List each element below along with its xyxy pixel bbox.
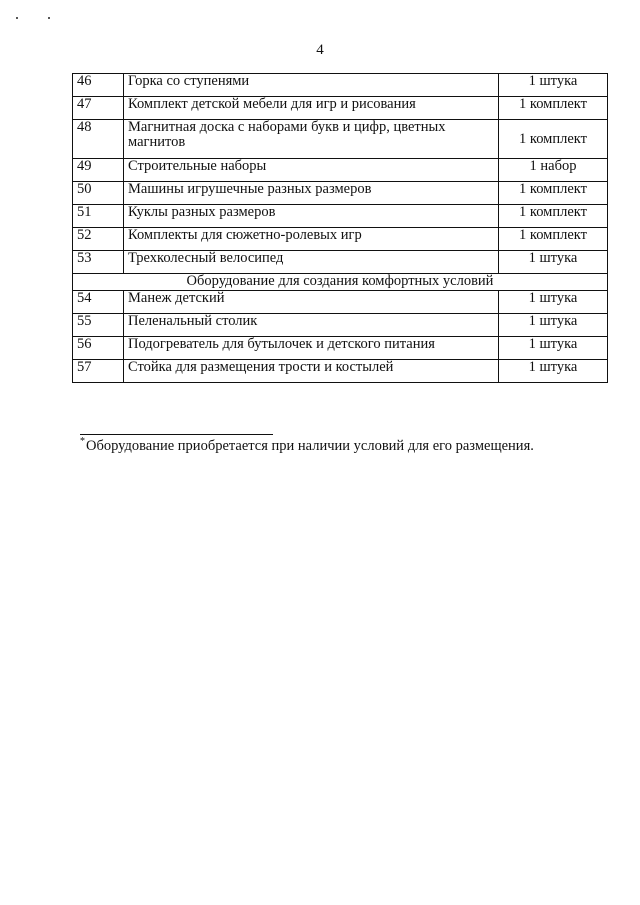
table-row bbox=[73, 205, 608, 228]
table-row bbox=[73, 74, 608, 97]
row-number: 46 bbox=[73, 74, 124, 97]
row-number: 56 bbox=[73, 337, 124, 360]
item-quantity: 1 комплект bbox=[499, 120, 608, 159]
row-number: 52 bbox=[73, 228, 124, 251]
row-number: 47 bbox=[73, 97, 124, 120]
row-number: 53 bbox=[73, 251, 124, 274]
table-row bbox=[73, 97, 608, 120]
item-quantity: 1 штука bbox=[499, 360, 608, 383]
item-name: Куклы разных размеров bbox=[124, 205, 499, 228]
item-name: Горка со ступенями bbox=[124, 74, 499, 97]
table-row bbox=[73, 120, 608, 159]
footnote-separator bbox=[80, 434, 273, 435]
row-number: 48 bbox=[73, 120, 124, 159]
table-row bbox=[73, 337, 608, 360]
item-quantity: 1 комплект bbox=[499, 205, 608, 228]
item-name: Комплект детской мебели для игр и рисования bbox=[124, 97, 499, 120]
scan-speck bbox=[16, 17, 18, 19]
item-quantity: 1 штука bbox=[499, 74, 608, 97]
item-quantity: 1 комплект bbox=[499, 97, 608, 120]
table-row bbox=[73, 360, 608, 383]
footnote-marker: * bbox=[80, 436, 85, 447]
item-name: Пеленальный столик bbox=[124, 314, 499, 337]
item-name: Подогреватель для бутылочек и детского питания bbox=[124, 337, 499, 360]
row-number: 55 bbox=[73, 314, 124, 337]
section-row bbox=[73, 274, 608, 291]
item-name: Трехколесный велосипед bbox=[124, 251, 499, 274]
table-row bbox=[73, 182, 608, 205]
item-quantity: 1 штука bbox=[499, 251, 608, 274]
item-name: Магнитная доска с наборами букв и цифр, цветных магнитов bbox=[124, 120, 499, 159]
row-number: 51 bbox=[73, 205, 124, 228]
scan-speck bbox=[48, 17, 50, 19]
item-quantity: 1 комплект bbox=[499, 228, 608, 251]
footnote-text: Оборудование приобретается при наличии условий для его размещения. bbox=[86, 438, 534, 454]
item-quantity: 1 штука bbox=[499, 314, 608, 337]
item-quantity: 1 штука bbox=[499, 337, 608, 360]
row-number: 49 bbox=[73, 159, 124, 182]
row-number: 57 bbox=[73, 360, 124, 383]
item-name: Строительные наборы bbox=[124, 159, 499, 182]
item-quantity: 1 набор bbox=[499, 159, 608, 182]
table-row bbox=[73, 159, 608, 182]
page-number: 4 bbox=[316, 42, 324, 58]
item-name: Манеж детский bbox=[124, 291, 499, 314]
row-number: 50 bbox=[73, 182, 124, 205]
item-quantity: 1 штука bbox=[499, 291, 608, 314]
table-row bbox=[73, 291, 608, 314]
item-name: Комплекты для сюжетно-ролевых игр bbox=[124, 228, 499, 251]
row-number: 54 bbox=[73, 291, 124, 314]
section-title: Оборудование для создания комфортных условий bbox=[73, 274, 608, 291]
item-name: Машины игрушечные разных размеров bbox=[124, 182, 499, 205]
table-row bbox=[73, 228, 608, 251]
footnote bbox=[80, 436, 534, 455]
table-row bbox=[73, 251, 608, 274]
item-quantity: 1 комплект bbox=[499, 182, 608, 205]
item-name: Стойка для размещения трости и костылей bbox=[124, 360, 499, 383]
table-row bbox=[73, 314, 608, 337]
equipment-table bbox=[72, 73, 608, 383]
